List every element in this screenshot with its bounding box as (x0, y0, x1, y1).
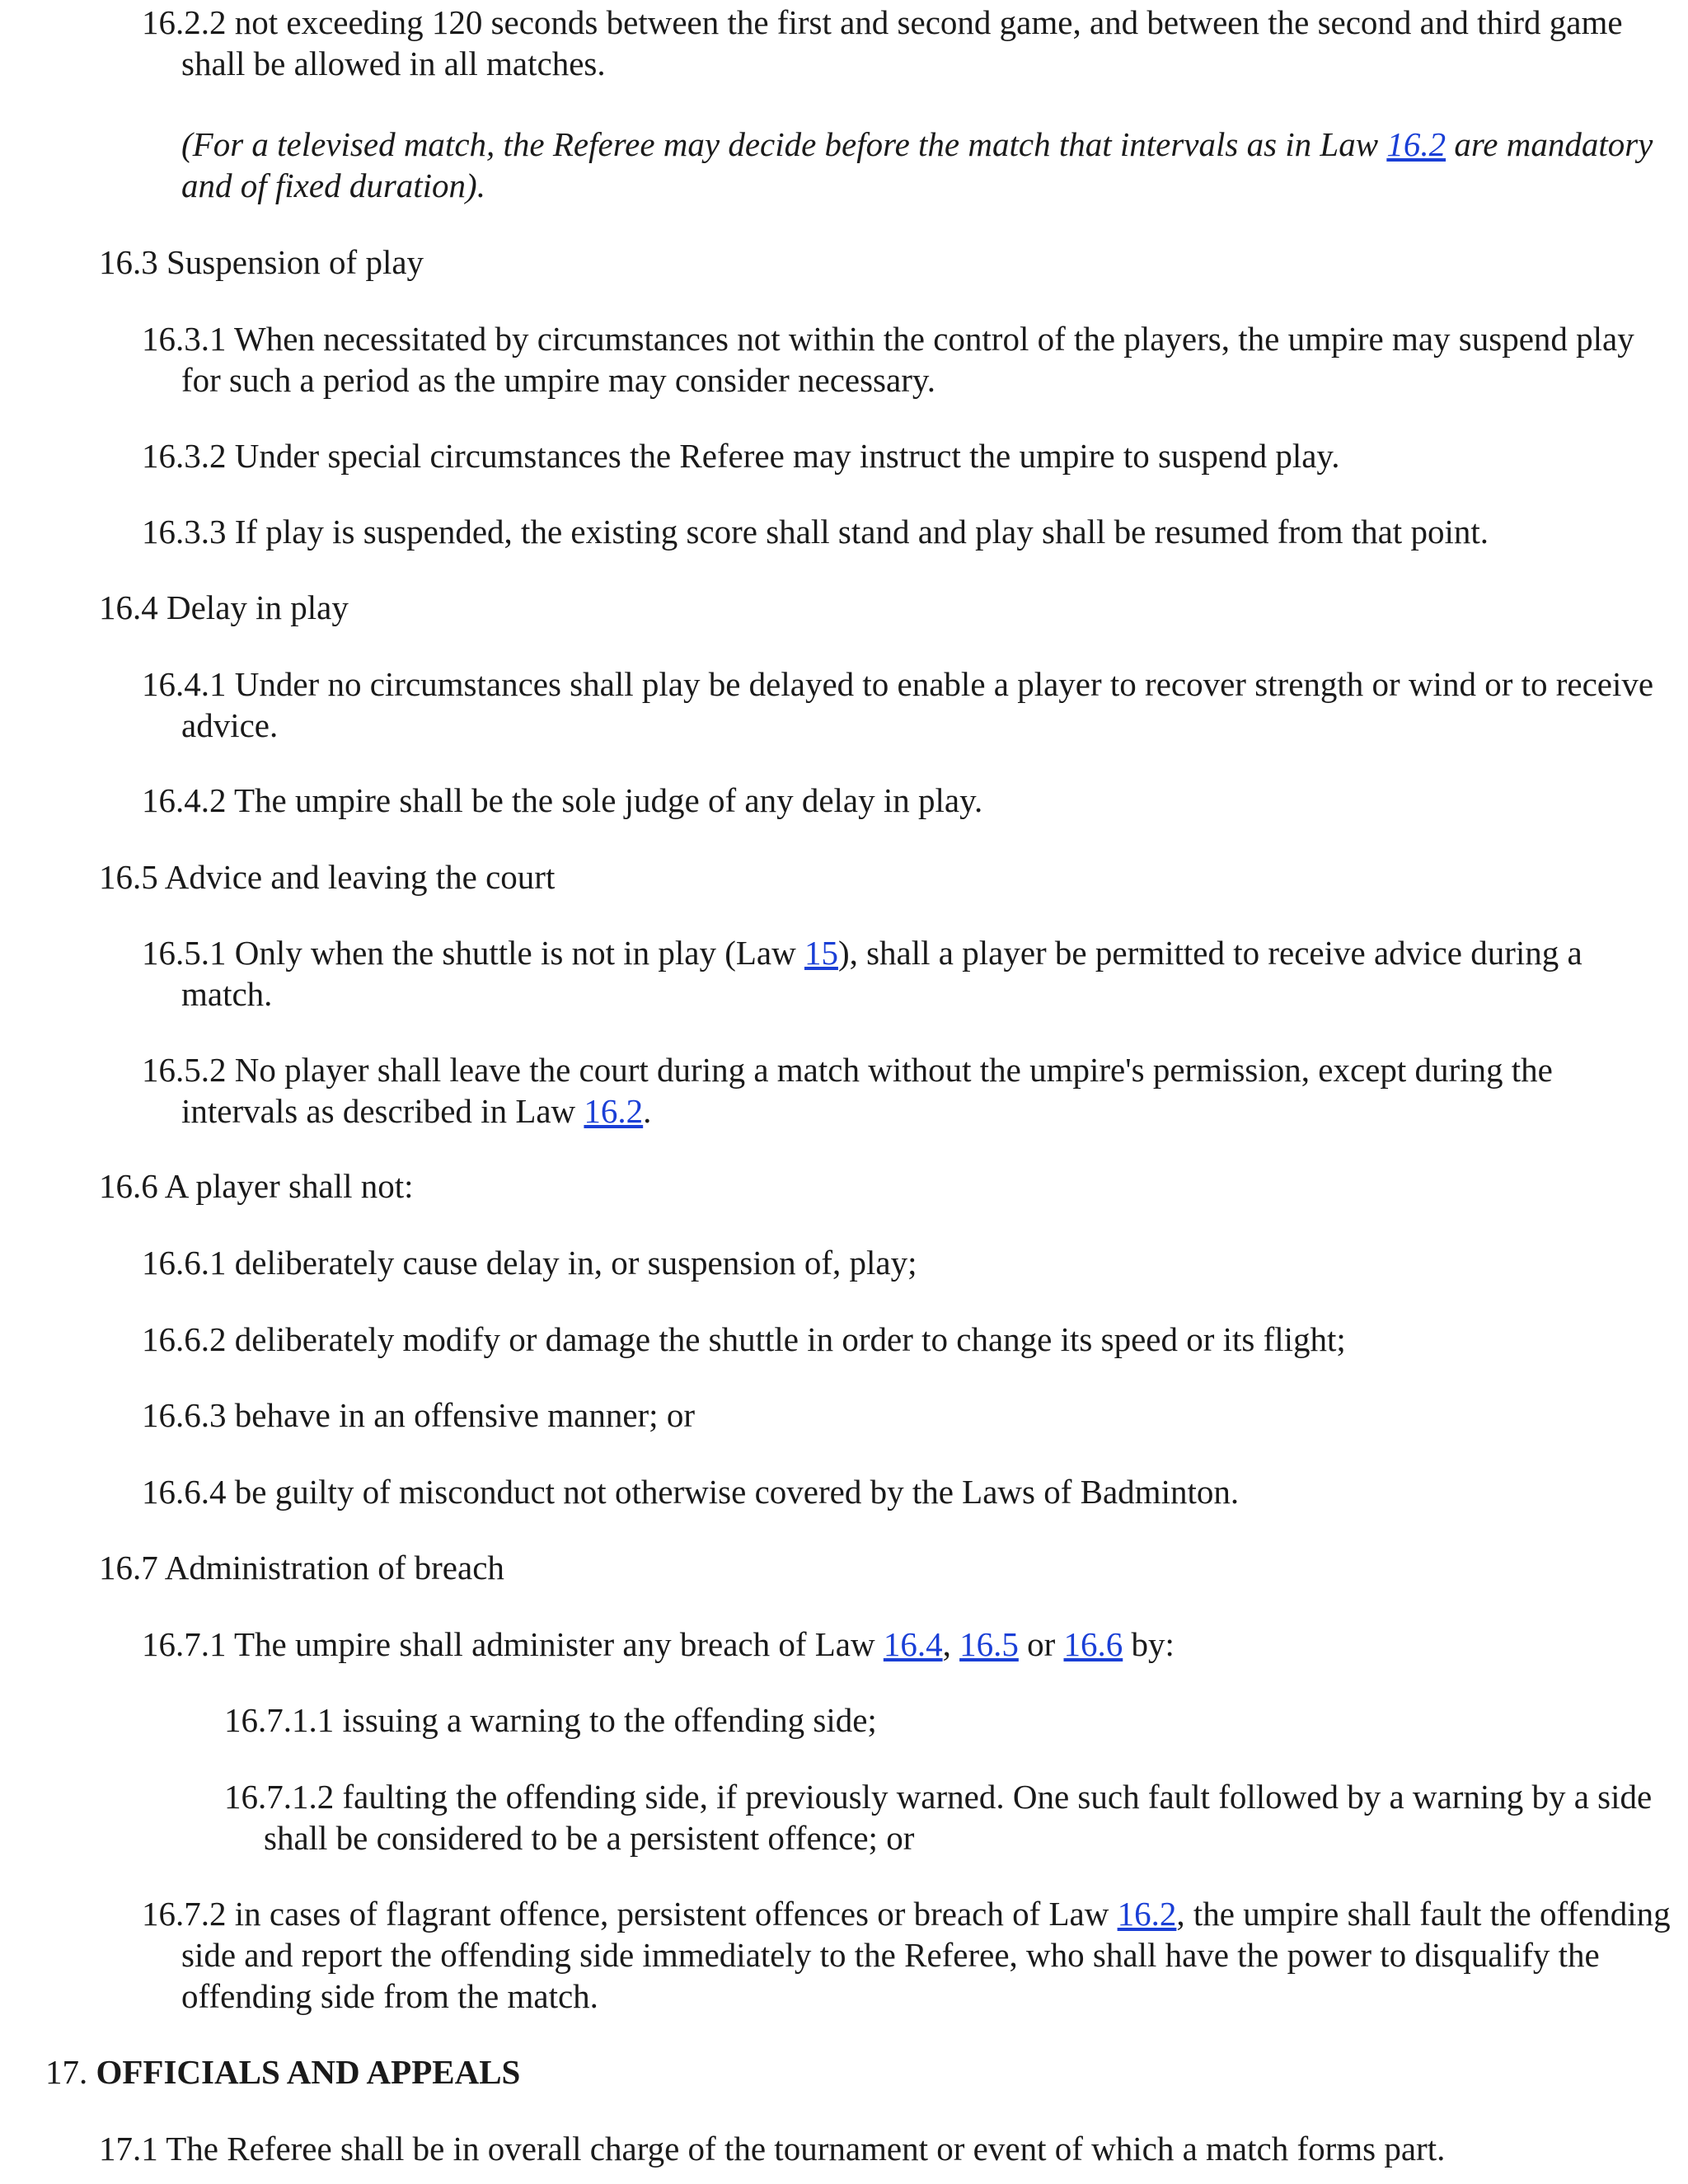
clause-number: 16.5.2 (142, 1051, 227, 1089)
note-text: (For a televised match, the Referee may decide before the match that intervals as in Law (181, 125, 1387, 163)
clause-16-6-3 (142, 1394, 1673, 1436)
clause-text: The umpire shall be the sole judge of any delay in play. (226, 781, 983, 819)
clause-text: behave in an offensive manner; or (226, 1396, 695, 1434)
clause-title: Administration of breach (157, 1549, 504, 1586)
clause-title: Advice and leaving the court (157, 858, 556, 896)
clause-16-7 (99, 1547, 1665, 1588)
clause-text: faulting the offending side, if previously warned. One such fault followed by a warning by a side shall be considered to be a persistent offence; or (264, 1778, 1653, 1857)
law-link-15[interactable]: 15 (804, 934, 838, 972)
clause-16-4 (99, 587, 1665, 628)
clause-number: 16.3.2 (142, 437, 227, 475)
clause-16-3-1 (142, 318, 1673, 401)
clause-text: deliberately cause delay in, or suspension of, play; (226, 1244, 917, 1282)
clause-16-5-2 (142, 1049, 1673, 1132)
clause-16-6-1 (142, 1242, 1673, 1283)
clause-number: 16.7.2 (142, 1895, 227, 1933)
clause-number: 17.1 (99, 2130, 158, 2168)
clause-number: 16.4.1 (142, 665, 227, 703)
law-link-16-4[interactable]: 16.4 (883, 1625, 943, 1663)
separator: , (942, 1625, 960, 1663)
clause-number: 16.6.1 (142, 1244, 227, 1282)
clause-title: A player shall not: (157, 1167, 414, 1205)
clause-number: 16.5 (99, 858, 158, 896)
clause-16-5 (99, 856, 1665, 898)
clause-16-6 (99, 1165, 1665, 1207)
clause-number: 16.2.2 (142, 3, 227, 41)
separator: or (1018, 1625, 1064, 1663)
clause-16-3-2 (142, 435, 1673, 476)
law-link-16-2[interactable]: 16.2 (1386, 125, 1447, 163)
clause-16-3 (99, 241, 1665, 283)
clause-16-4-2 (142, 780, 1673, 821)
clause-16-3-3 (142, 511, 1673, 552)
clause-number: 16.5.1 (142, 934, 227, 972)
clause-number: 16.3.3 (142, 513, 227, 551)
clause-text: When necessitated by circumstances not within the control of the players, the umpire may suspend play for such a period as the umpire may consider necessary. (181, 320, 1634, 399)
law-link-16-2[interactable]: 16.2 (1117, 1895, 1177, 1933)
clause-text-end: by: (1123, 1625, 1175, 1663)
clause-16-7-1-1 (224, 1699, 1673, 1741)
clause-text-end: , the umpire shall fault the offending side and report the offending side immediately to the Referee, who shall have the power to disqualify the offending side from the match. (181, 1895, 1671, 2015)
clause-number: 16.6.4 (142, 1473, 227, 1511)
clause-text: deliberately modify or damage the shuttle in order to change its speed or its flight; (226, 1320, 1346, 1358)
clause-16-2-2 (142, 2, 1673, 84)
clause-text: Under special circumstances the Referee may instruct the umpire to suspend play. (226, 437, 1340, 475)
clause-text: The Referee shall be in overall charge of the tournament or event of which a match forms part. (157, 2130, 1446, 2168)
section-title: OFFICIALS AND APPEALS (96, 2053, 521, 2091)
clause-text: be guilty of misconduct not otherwise covered by the Laws of Badminton. (226, 1473, 1240, 1511)
clause-text: Under no circumstances shall play be delayed to enable a player to recover strength or wind or to receive advice. (181, 665, 1654, 744)
clause-number: 16.4 (99, 588, 158, 626)
clause-number: 16.3.1 (142, 320, 227, 358)
clause-16-7-1-2 (224, 1776, 1673, 1858)
clause-text: The umpire shall administer any breach of Law (226, 1625, 884, 1663)
section-number: 17. (45, 2053, 88, 2091)
clause-number: 16.3 (99, 243, 158, 281)
note-text-end: are mandatory and of fixed duration). (181, 125, 1653, 204)
clause-text-end: ), shall a player be permitted to receive advice during a match. (181, 934, 1582, 1013)
clause-text: not exceeding 120 seconds between the first and second game, and between the second and third game shall be allowed in all matches. (181, 3, 1623, 82)
law-link-16-2[interactable]: 16.2 (584, 1092, 644, 1130)
clause-17-1 (99, 2128, 1665, 2169)
clause-16-5-1 (142, 932, 1673, 1015)
law-link-16-6[interactable]: 16.6 (1063, 1625, 1123, 1663)
clause-16-4-1 (142, 663, 1673, 746)
law-link-16-5[interactable]: 16.5 (959, 1625, 1019, 1663)
clause-16-6-2 (142, 1319, 1673, 1360)
clause-16-7-2 (142, 1893, 1673, 2017)
clause-title: Suspension of play (157, 243, 424, 281)
section-17-heading (45, 2051, 1661, 2093)
clause-16-7-1 (142, 1624, 1673, 1665)
clause-16-6-4 (142, 1471, 1673, 1512)
clause-text: issuing a warning to the offending side; (334, 1701, 877, 1739)
clause-number: 16.6 (99, 1167, 158, 1205)
clause-number: 16.7.1 (142, 1625, 227, 1663)
clause-text: Only when the shuttle is not in play (Law (226, 934, 804, 972)
clause-number: 16.6.3 (142, 1396, 227, 1434)
televised-match-note (181, 124, 1665, 206)
clause-number: 16.7.1.2 (224, 1778, 335, 1816)
clause-text-end: . (643, 1092, 652, 1130)
clause-number: 16.4.2 (142, 781, 227, 819)
clause-number: 16.6.2 (142, 1320, 227, 1358)
clause-number: 16.7 (99, 1549, 158, 1586)
clause-text: If play is suspended, the existing score shall stand and play shall be resumed from that point. (226, 513, 1489, 551)
clause-text: No player shall leave the court during a match without the umpire's permission, except during the intervals as described in Law (181, 1051, 1553, 1130)
clause-title: Delay in play (157, 588, 349, 626)
clause-text: in cases of flagrant offence, persistent offences or breach of Law (226, 1895, 1118, 1933)
clause-number: 16.7.1.1 (224, 1701, 335, 1739)
